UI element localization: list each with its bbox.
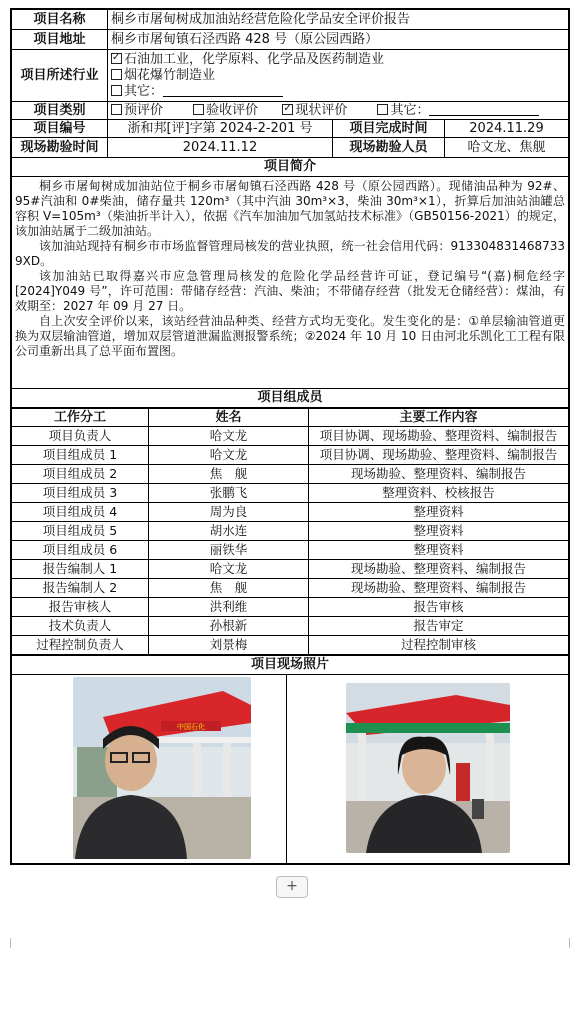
member-work: 整理资料	[309, 522, 569, 541]
industry-options	[108, 50, 569, 102]
members-header-role: 工作分工	[12, 409, 149, 427]
add-button[interactable]: +	[276, 876, 308, 898]
intro-body	[12, 177, 569, 389]
member-role: 项目组成员 4	[12, 503, 149, 522]
member-name: 孙根新	[149, 617, 309, 636]
industry-option-petro[interactable]: ✓石油加工业，化学原料、化学品及医药制造业	[111, 52, 565, 68]
checkbox-empty-icon[interactable]	[377, 104, 388, 115]
member-role: 项目组成员 3	[12, 484, 149, 503]
type-option-other[interactable]: 其它：	[377, 103, 539, 118]
member-work: 过程控制审核	[309, 636, 569, 655]
checkbox-empty-icon[interactable]	[111, 69, 122, 80]
table-row	[12, 617, 569, 636]
member-name: 洪利维	[149, 598, 309, 617]
type-options	[108, 102, 569, 120]
member-name: 刘景梅	[149, 636, 309, 655]
type-option-acceptance[interactable]: 验收评价	[193, 103, 258, 118]
member-role: 项目组成员 6	[12, 541, 149, 560]
member-work: 现场勘验、整理资料、编制报告	[309, 560, 569, 579]
member-role: 项目组成员 2	[12, 465, 149, 484]
table-row	[12, 465, 569, 484]
member-name: 焦 舰	[149, 579, 309, 598]
member-name: 焦 舰	[149, 465, 309, 484]
industry-option-fireworks[interactable]: 烟花爆竹制造业	[111, 68, 565, 84]
checkbox-checked-icon[interactable]	[111, 53, 122, 64]
intro-title: 项目简介	[12, 158, 569, 177]
photos-title: 项目现场照片	[12, 656, 569, 675]
member-name: 周为良	[149, 503, 309, 522]
member-role: 项目负责人	[12, 427, 149, 446]
table-row	[12, 503, 569, 522]
survey-people-label: 现场勘验人员	[333, 138, 445, 158]
intro-paragraph: 该加油站现持有桐乡市市场监督管理局核发的营业执照，统一社会信用代码：913304831468733 9XD。	[15, 239, 565, 268]
site-photo-2	[346, 683, 510, 853]
survey-people-value: 哈文龙、焦舰	[445, 138, 569, 158]
member-work: 项目协调、现场勘验、整理资料、编制报告	[309, 427, 569, 446]
checkbox-empty-icon[interactable]	[193, 104, 204, 115]
industry-option-other[interactable]: 其它：	[111, 84, 565, 100]
intro-paragraph: 桐乡市屠甸树成加油站位于桐乡市屠甸镇石泾西路 428 号（原公园西路）。现储油品种为 92#、95#汽油和 0#柴油，储存量共 120m³（其中汽油 30m³×3，柴油 30m³×1），折算后加油站油罐总容积 V=105m³（柴油折半计入），依据《汽车加油加气加氢站技术标准》（GB50156-2021）的规定，该加油站属于二级加油站。	[15, 179, 565, 238]
member-work: 整理资料	[309, 541, 569, 560]
member-name: 丽铁华	[149, 541, 309, 560]
member-role: 报告编制人 2	[12, 579, 149, 598]
member-role: 报告审核人	[12, 598, 149, 617]
table-row	[12, 522, 569, 541]
document-table	[10, 8, 570, 865]
project-code-label: 项目编号	[12, 120, 108, 138]
table-row	[12, 484, 569, 503]
member-work: 报告审核	[309, 598, 569, 617]
site-photo-1	[73, 677, 251, 859]
photo-cell-1	[12, 675, 287, 864]
survey-time-value: 2024.11.12	[108, 138, 333, 158]
members-title: 项目组成员	[12, 389, 569, 408]
member-work: 现场勘验、整理资料、编制报告	[309, 579, 569, 598]
photos-table	[11, 655, 569, 864]
table-row	[12, 579, 569, 598]
project-name-value: 桐乡市屠甸树成加油站经营危险化学品安全评价报告	[108, 10, 569, 30]
type-option-current[interactable]: ✓ 现状评价	[282, 103, 347, 118]
table-row	[12, 541, 569, 560]
members-header-name: 姓名	[149, 409, 309, 427]
survey-time-label: 现场勘验时间	[12, 138, 108, 158]
type-option-pre[interactable]: 预评价	[111, 103, 163, 118]
member-work: 整理资料	[309, 503, 569, 522]
table-row	[12, 560, 569, 579]
table-row	[12, 427, 569, 446]
finish-time-value: 2024.11.29	[445, 120, 569, 138]
member-work: 项目协调、现场勘验、整理资料、编制报告	[309, 446, 569, 465]
project-address-value: 桐乡市屠甸镇石泾西路 428 号（原公园西路）	[108, 30, 569, 50]
project-name-label: 项目名称	[12, 10, 108, 30]
intro-paragraph: 该加油站已取得嘉兴市应急管理局核发的危险化学品经营许可证，登记编号“(嘉)桐危经字[2024]Y049 号”，许可范围：带储存经营：汽油、柴油；不带储存经营（批发无仓储经营）：煤油，有效期至：2027 年 09 月 27 日。	[15, 269, 565, 313]
member-name: 张鹏飞	[149, 484, 309, 503]
member-work: 现场勘验、整理资料、编制报告	[309, 465, 569, 484]
project-industry-label: 项目所述行业	[12, 50, 108, 102]
member-name: 胡水连	[149, 522, 309, 541]
table-row	[12, 636, 569, 655]
member-name: 哈文龙	[149, 560, 309, 579]
members-header-work: 主要工作内容	[309, 409, 569, 427]
finish-time-label: 项目完成时间	[333, 120, 445, 138]
member-role: 技术负责人	[12, 617, 149, 636]
photo-cell-2	[287, 675, 569, 864]
member-role: 项目组成员 5	[12, 522, 149, 541]
member-work: 报告审定	[309, 617, 569, 636]
member-role: 项目组成员 1	[12, 446, 149, 465]
member-role: 过程控制负责人	[12, 636, 149, 655]
members-rows	[12, 427, 569, 655]
checkbox-checked-icon[interactable]	[282, 104, 293, 115]
project-code-value: 浙和邦[评]字第 2024-2-201 号	[108, 120, 333, 138]
table-row	[12, 598, 569, 617]
info-table	[11, 9, 569, 408]
member-name: 哈文龙	[149, 446, 309, 465]
checkbox-empty-icon[interactable]	[111, 85, 122, 96]
member-name: 哈文龙	[149, 427, 309, 446]
table-row	[12, 446, 569, 465]
members-table	[11, 408, 569, 655]
member-work: 整理资料、校核报告	[309, 484, 569, 503]
intro-paragraph: 自上次安全评价以来，该站经营油品种类、经营方式均无变化。发生变化的是：①单层输油管道更换为双层输油管道，增加双层管道泄漏监测报警系统；②2024 年 10 月 10 日由河北乐凯化工工程有限公司重新出具了总平面布置图。	[15, 314, 565, 358]
member-role: 报告编制人 1	[12, 560, 149, 579]
checkbox-empty-icon[interactable]	[111, 104, 122, 115]
station-sign-text: 中国石化	[177, 723, 205, 731]
project-address-label: 项目地址	[12, 30, 108, 50]
project-type-label: 项目类别	[12, 102, 108, 120]
